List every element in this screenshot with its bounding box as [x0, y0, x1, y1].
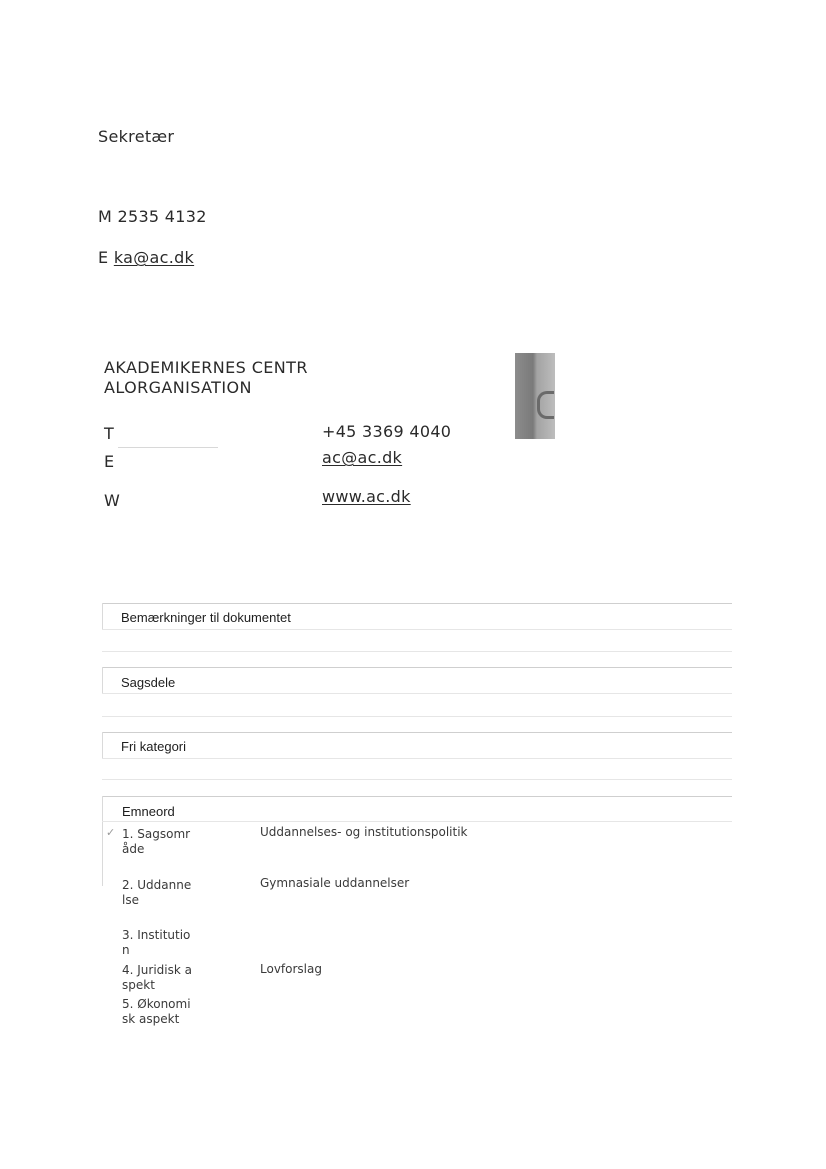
- section-free-category-label: Fri kategori: [121, 739, 187, 754]
- divider: [118, 447, 218, 448]
- contact-email-row: [98, 248, 194, 267]
- keyword-label: 2. Uddannelse: [122, 878, 192, 907]
- divider: [102, 667, 732, 668]
- divider: [102, 651, 732, 652]
- divider: [102, 693, 732, 694]
- section-case-parts-label: Sagsdele: [121, 675, 176, 690]
- divider: [102, 603, 732, 604]
- keyword-label: 4. Juridisk aspekt: [122, 963, 192, 992]
- org-phone-value: +45 3369 4040: [322, 422, 452, 441]
- divider: [102, 629, 732, 630]
- divider: [102, 732, 103, 758]
- keyword-label: 1. Sagsområde: [122, 827, 191, 856]
- org-email-link[interactable]: ac@ac.dk: [322, 448, 403, 467]
- section-remarks-label: Bemærkninger til dokumentet: [121, 610, 291, 625]
- contact-email-prefix: E: [98, 248, 109, 267]
- divider: [102, 667, 103, 693]
- contact-email-link[interactable]: ka@ac.dk: [113, 248, 195, 267]
- divider: [102, 796, 732, 797]
- keyword-value: Lovforslag: [260, 962, 322, 976]
- keyword-label: 3. Institution: [122, 928, 191, 957]
- divider: [102, 732, 732, 733]
- keyword-value: Gymnasiale uddannelser: [260, 876, 410, 890]
- contact-mobile: M 2535 4132: [98, 207, 207, 226]
- org-website-link[interactable]: www.ac.dk: [322, 487, 411, 506]
- org-email-key: E: [104, 452, 115, 471]
- divider: [102, 716, 732, 717]
- organization-name: AKADEMIKERNES CENTRALORGANISATION: [104, 358, 308, 397]
- org-website-key: W: [104, 491, 121, 510]
- contact-title: Sekretær: [98, 127, 175, 146]
- divider: [102, 796, 103, 886]
- logo-stamp-image: [515, 353, 555, 439]
- org-phone-key: T: [104, 424, 115, 443]
- divider: [102, 779, 732, 780]
- checkmark-icon: ✓: [106, 826, 116, 839]
- keyword-value: Uddannelses- og institutionspolitik: [260, 825, 468, 839]
- keyword-label: 5. Økonomisk aspekt: [122, 997, 191, 1026]
- divider: [102, 821, 732, 822]
- divider: [102, 603, 103, 629]
- section-keywords-label: Emneord: [122, 804, 175, 819]
- divider: [102, 758, 732, 759]
